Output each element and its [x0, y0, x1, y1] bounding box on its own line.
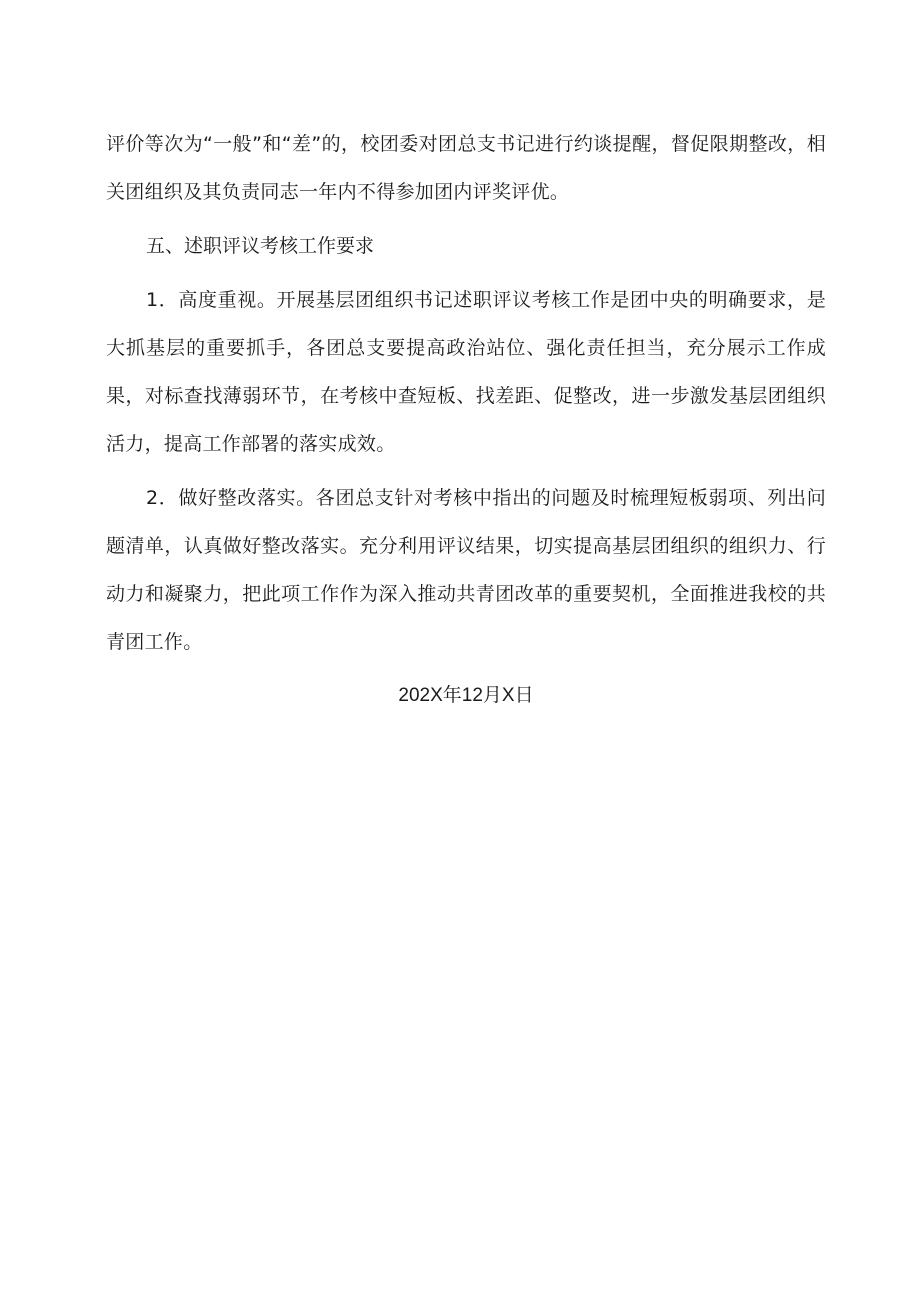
- paragraph-item-1: 1．高度重视。开展基层团组织书记述职评议考核工作是团中央的明确要求，是大抓基层的重要抓手，各团总支要提高政治站位、强化责任担当，充分展示工作成果，对标查找薄弱环节，在考核中查短板、找差距、促整改，进一步激发基层团组织活力，提高工作部署的落实成效。: [106, 289, 826, 455]
- paragraph-item-2: 2．做好整改落实。各团总支针对考核中指出的问题及时梳理短板弱项、列出问题清单，认真做好整改落实。充分利用评议结果，切实提高基层团组织的组织力、行动力和凝聚力，把此项工作作为深入推动共青团改革的重要契机，全面推进我校的共青团工作。: [106, 487, 826, 653]
- paragraph-evaluation-consequence: 评价等次为“一般”和“差”的，校团委对团总支书记进行约谈提醒，督促限期整改，相关团组织及其负责同志一年内不得参加团内评奖评优。: [106, 133, 826, 203]
- document-body: [106, 120, 826, 720]
- document-date: 202X年12月X日: [398, 685, 534, 706]
- section-heading: 五、述职评议考核工作要求: [146, 235, 375, 257]
